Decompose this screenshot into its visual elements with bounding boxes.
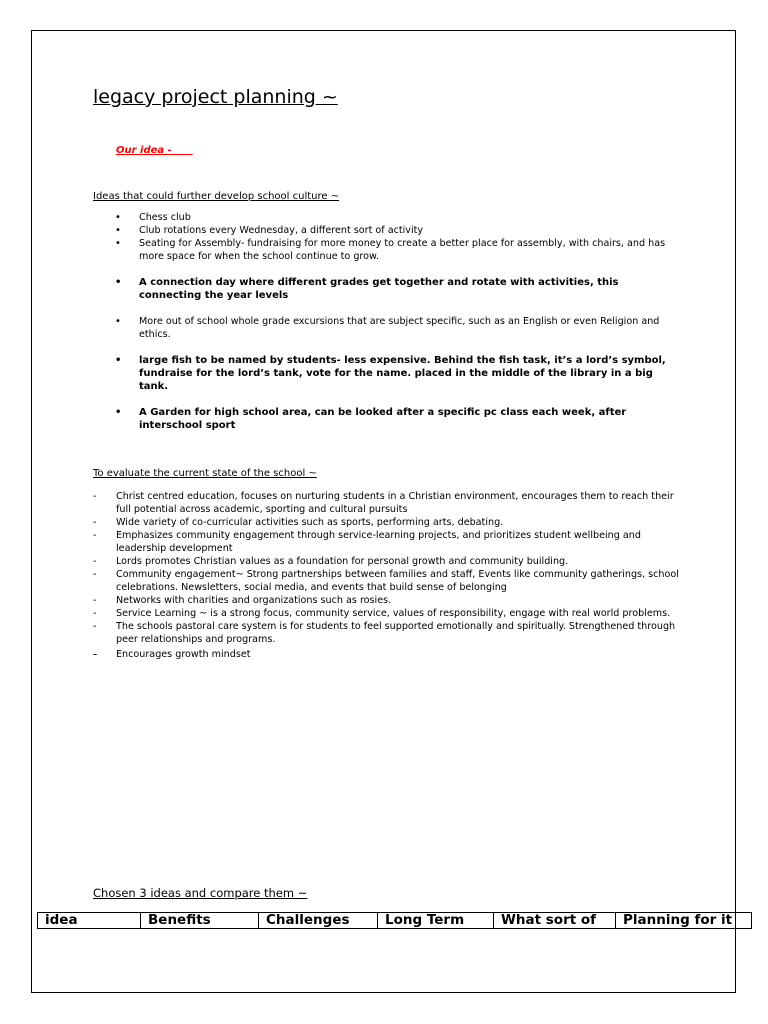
idea-item: • Club rotations every Wednesday, a different sort of activity xyxy=(115,225,424,236)
table-header-what-sort: What sort of xyxy=(494,913,616,929)
evaluation-item: - Networks with charities and organizations such as rosies. xyxy=(93,595,392,606)
chosen-ideas-heading: Chosen 3 ideas and compare them ~ xyxy=(93,886,308,900)
comparison-table xyxy=(37,912,752,929)
evaluation-item: - Wide variety of co-curricular activities such as sports, performing arts, debating. xyxy=(93,517,504,528)
bullet-icon: • xyxy=(115,212,121,223)
evaluation-item: - Encourages growth mindset xyxy=(93,647,251,661)
dash-icon: - xyxy=(93,556,97,567)
dash-icon: - xyxy=(93,608,97,619)
idea-item: • large fish to be named by students- less expensive. Behind the fish task, it’s a lord’s symbol, fundraise for the lord’s tank, vote for the name. placed in the middle of the library in a big tank. xyxy=(115,355,666,392)
table-header-idea: idea xyxy=(38,913,141,929)
bullet-icon: • xyxy=(115,407,122,418)
evaluation-item: - Lords promotes Christian values as a foundation for personal growth and community building. xyxy=(93,556,569,567)
bullet-icon: • xyxy=(115,316,121,327)
table-header-planning: Planning for it xyxy=(616,913,752,929)
table-header-row xyxy=(38,913,752,929)
evaluation-item: - Service Learning ~ is a strong focus, community service, values of responsibility, engage with real world problems. xyxy=(93,608,671,619)
bullet-icon: • xyxy=(115,238,121,249)
dash-icon: - xyxy=(93,595,97,606)
idea-item: • More out of school whole grade excursions that are subject specific, such as an English or even Religion and ethics. xyxy=(115,316,660,340)
dash-icon: - xyxy=(93,491,97,502)
dash-icon: - xyxy=(93,569,97,580)
dash-icon: - xyxy=(93,530,97,541)
table-header-benefits: Benefits xyxy=(141,913,259,929)
idea-item: • Chess club xyxy=(115,212,191,223)
bullet-icon: • xyxy=(115,225,121,236)
dash-icon: - xyxy=(93,647,98,661)
ideas-heading: Ideas that could further develop school culture ~ xyxy=(93,191,340,202)
evaluation-item: - Christ centred education, focuses on nurturing students in a Christian environment, encourages them to reach their full potential across academic, sporting and cultural pursuits xyxy=(93,491,674,515)
dash-icon: - xyxy=(93,621,97,632)
idea-item: • A Garden for high school area, can be looked after a specific pc class each week, after interschool sport xyxy=(115,407,627,431)
evaluate-heading: To evaluate the current state of the school ~ xyxy=(93,468,317,479)
our-idea-label: Our idea - xyxy=(116,145,193,156)
bullet-icon: • xyxy=(115,277,122,288)
evaluation-item: - Community engagement~ Strong partnerships between families and staff, Events like community gatherings, school celebrations. Newsletters, social media, and events that build sense of belonging xyxy=(93,569,679,593)
page-title: legacy project planning ~ xyxy=(93,86,338,108)
idea-item: • Seating for Assembly- fundraising for more money to create a better place for assembly, with chairs, and has more space for when the school continue to grow. xyxy=(115,238,666,262)
table-header-challenges: Challenges xyxy=(259,913,378,929)
bullet-icon: • xyxy=(115,355,122,366)
dash-icon: - xyxy=(93,517,97,528)
evaluation-list xyxy=(93,490,683,661)
evaluation-item: - Emphasizes community engagement through service-learning projects, and prioritizes student wellbeing and leadership development xyxy=(93,530,641,554)
table-header-long-term: Long Term xyxy=(378,913,494,929)
evaluation-item: - The schools pastoral care system is for students to feel supported emotionally and spiritually. Strengthened through peer relationships and programs. xyxy=(93,621,676,645)
idea-item: • A connection day where different grades get together and rotate with activities, this connecting the year levels xyxy=(115,277,619,301)
ideas-list xyxy=(93,211,683,432)
